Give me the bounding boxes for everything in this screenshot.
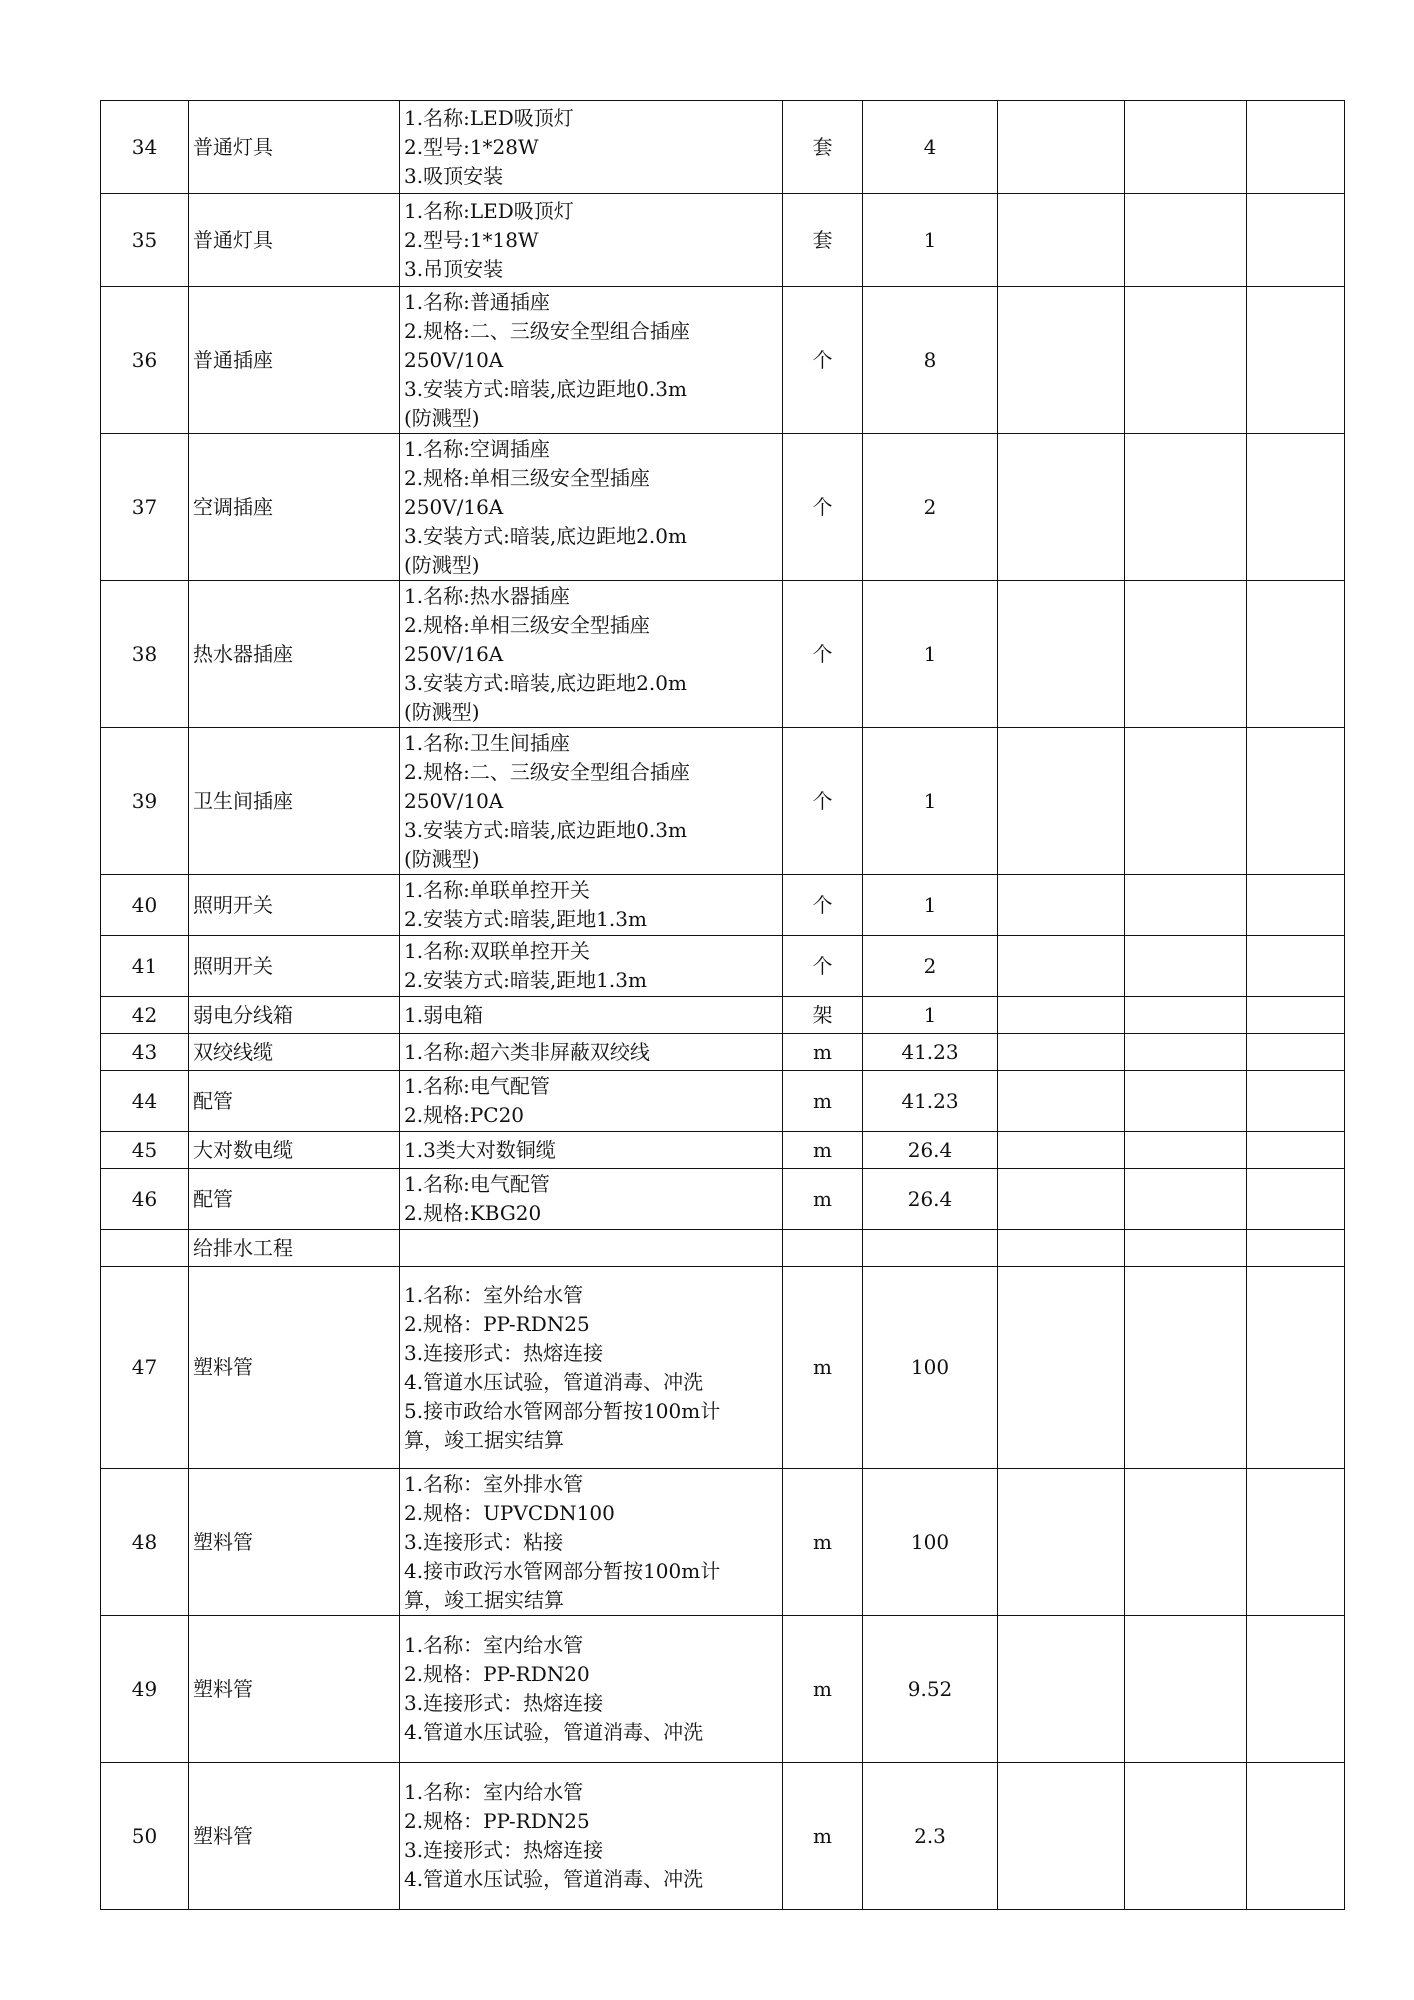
feature-line: 1.名称:超六类非屏蔽双绞线 bbox=[404, 1039, 650, 1064]
feature-line: 3.吸顶安装 bbox=[404, 163, 504, 188]
table-row bbox=[101, 581, 1345, 728]
feature-line: 250V/10A bbox=[404, 347, 504, 372]
quantity-cell: 8 bbox=[863, 287, 998, 434]
feature-line: 1.3类大对数铜缆 bbox=[404, 1137, 556, 1162]
unit-price-cell bbox=[998, 1071, 1125, 1132]
table-row bbox=[101, 101, 1345, 194]
feature-line: 3.连接形式：热熔连接 bbox=[404, 1838, 604, 1862]
unit-price-cell bbox=[998, 1267, 1125, 1469]
item-features-cell bbox=[400, 1267, 783, 1469]
item-name-cell: 配管 bbox=[189, 1071, 400, 1132]
feature-line: 1.名称:空调插座 bbox=[404, 436, 550, 461]
feature-line: 2.规格:PC20 bbox=[404, 1103, 525, 1127]
feature-line: 2.型号:1*28W bbox=[404, 134, 539, 159]
item-features-cell bbox=[400, 1616, 783, 1763]
unit-cell: 套 bbox=[783, 194, 863, 287]
feature-line: 3.安装方式:暗装,底边距地2.0m bbox=[404, 523, 687, 548]
item-number-cell: 39 bbox=[101, 728, 189, 875]
table-row bbox=[101, 936, 1345, 997]
item-features-cell bbox=[400, 1034, 783, 1071]
quantity-cell: 1 bbox=[863, 581, 998, 728]
item-features-cell bbox=[400, 1169, 783, 1230]
remark-cell bbox=[1247, 1616, 1345, 1763]
item-name-cell: 塑料管 bbox=[189, 1469, 400, 1616]
feature-line: 3.连接形式：热熔连接 bbox=[404, 1691, 604, 1715]
item-number-cell: 35 bbox=[101, 194, 189, 287]
item-number-cell: 38 bbox=[101, 581, 189, 728]
quantity-cell: 1 bbox=[863, 875, 998, 936]
table-row bbox=[101, 728, 1345, 875]
item-features-cell bbox=[400, 875, 783, 936]
quantity-cell: 1 bbox=[863, 194, 998, 287]
feature-line: 2.安装方式:暗装,距地1.3m bbox=[404, 907, 647, 931]
table-row bbox=[101, 434, 1345, 581]
remark-cell bbox=[1247, 1034, 1345, 1071]
item-number-cell: 40 bbox=[101, 875, 189, 936]
item-name-cell: 空调插座 bbox=[189, 434, 400, 581]
feature-line: 4.管道水压试验，管道消毒、冲洗 bbox=[404, 1720, 704, 1744]
unit-cell: 套 bbox=[783, 101, 863, 194]
quantity-cell: 2 bbox=[863, 434, 998, 581]
quantity-cell: 2.3 bbox=[863, 1763, 998, 1910]
feature-line: 1.名称:普通插座 bbox=[404, 289, 550, 314]
item-name-cell: 卫生间插座 bbox=[189, 728, 400, 875]
unit-cell: m bbox=[783, 1763, 863, 1910]
quantity-cell: 41.23 bbox=[863, 1034, 998, 1071]
feature-line: 1.弱电箱 bbox=[404, 1002, 484, 1027]
feature-line: 2.规格:二、三级安全型组合插座 bbox=[404, 318, 690, 343]
feature-line: 3.安装方式:暗装,底边距地0.3m bbox=[404, 817, 687, 842]
unit-cell: m bbox=[783, 1071, 863, 1132]
quantity-cell: 4 bbox=[863, 101, 998, 194]
feature-line: 1.名称：室内给水管 bbox=[404, 1780, 584, 1804]
item-name-cell: 塑料管 bbox=[189, 1267, 400, 1469]
feature-line: 3.连接形式：热熔连接 bbox=[404, 1340, 604, 1365]
feature-line: 5.接市政给水管网部分暂按100m计 bbox=[404, 1398, 721, 1423]
unit-price-cell bbox=[998, 997, 1125, 1034]
unit-price-cell bbox=[998, 936, 1125, 997]
feature-line: 2.规格：PP-RDN25 bbox=[404, 1311, 590, 1336]
feature-line: 2.规格：PP-RDN20 bbox=[404, 1662, 590, 1686]
feature-line: 2.规格：PP-RDN25 bbox=[404, 1809, 590, 1833]
item-features-cell bbox=[400, 581, 783, 728]
feature-line: 2.安装方式:暗装,距地1.3m bbox=[404, 968, 647, 992]
remark-cell bbox=[1247, 1071, 1345, 1132]
amount-cell bbox=[1125, 936, 1247, 997]
quantity-cell: 100 bbox=[863, 1469, 998, 1616]
remark-cell bbox=[1247, 434, 1345, 581]
unit-price-cell bbox=[998, 194, 1125, 287]
table-row bbox=[101, 1616, 1345, 1763]
unit-cell: 架 bbox=[783, 997, 863, 1034]
unit-cell: 个 bbox=[783, 875, 863, 936]
feature-line: 2.规格:单相三级安全型插座 bbox=[404, 612, 650, 637]
table-row bbox=[101, 1763, 1345, 1910]
feature-line: 1.名称:LED吸顶灯 bbox=[404, 105, 574, 130]
table-row bbox=[101, 1230, 1345, 1267]
feature-line: 1.名称:电气配管 bbox=[404, 1172, 550, 1196]
item-name-cell: 弱电分线箱 bbox=[189, 997, 400, 1034]
feature-line: 1.名称:电气配管 bbox=[404, 1074, 550, 1098]
remark-cell bbox=[1247, 728, 1345, 875]
unit-cell: m bbox=[783, 1267, 863, 1469]
unit-price-cell bbox=[998, 728, 1125, 875]
unit-cell: 个 bbox=[783, 581, 863, 728]
item-number-cell: 37 bbox=[101, 434, 189, 581]
remark-cell bbox=[1247, 875, 1345, 936]
item-number-cell: 48 bbox=[101, 1469, 189, 1616]
quantity-cell: 2 bbox=[863, 936, 998, 997]
item-features-cell bbox=[400, 1132, 783, 1169]
table-body bbox=[101, 101, 1345, 1910]
remark-cell bbox=[1247, 101, 1345, 194]
amount-cell bbox=[1125, 1169, 1247, 1230]
item-number-cell: 44 bbox=[101, 1071, 189, 1132]
table-row bbox=[101, 1071, 1345, 1132]
unit-price-cell bbox=[998, 434, 1125, 581]
amount-cell bbox=[1125, 287, 1247, 434]
item-name-cell: 照明开关 bbox=[189, 936, 400, 997]
unit-price-cell bbox=[998, 1132, 1125, 1169]
remark-cell bbox=[1247, 1267, 1345, 1469]
table-row bbox=[101, 1469, 1345, 1616]
feature-line: 4.管道水压试验，管道消毒、冲洗 bbox=[404, 1867, 704, 1891]
feature-line: (防溅型) bbox=[404, 699, 480, 724]
feature-line: 3.安装方式:暗装,底边距地0.3m bbox=[404, 376, 687, 401]
amount-cell bbox=[1125, 997, 1247, 1034]
feature-line: 3.连接形式：粘接 bbox=[404, 1529, 564, 1554]
quantity-cell: 26.4 bbox=[863, 1132, 998, 1169]
feature-line: 1.名称:单联单控开关 bbox=[404, 878, 590, 902]
amount-cell bbox=[1125, 1230, 1247, 1267]
unit-price-cell bbox=[998, 101, 1125, 194]
item-name-cell: 普通灯具 bbox=[189, 101, 400, 194]
feature-line: 4.管道水压试验，管道消毒、冲洗 bbox=[404, 1369, 704, 1394]
feature-line: (防溅型) bbox=[404, 846, 480, 871]
unit-price-cell bbox=[998, 1034, 1125, 1071]
quantity-cell: 41.23 bbox=[863, 1071, 998, 1132]
item-number-cell: 43 bbox=[101, 1034, 189, 1071]
amount-cell bbox=[1125, 1469, 1247, 1616]
table-row bbox=[101, 1267, 1345, 1469]
unit-price-cell bbox=[998, 581, 1125, 728]
unit-price-cell bbox=[998, 287, 1125, 434]
unit-cell bbox=[783, 1230, 863, 1267]
item-features-cell bbox=[400, 1230, 783, 1267]
unit-cell: 个 bbox=[783, 728, 863, 875]
feature-line: 2.规格:二、三级安全型组合插座 bbox=[404, 759, 690, 784]
amount-cell bbox=[1125, 1034, 1247, 1071]
feature-line: 4.接市政污水管网部分暂按100m计 bbox=[404, 1558, 721, 1583]
remark-cell bbox=[1247, 936, 1345, 997]
remark-cell bbox=[1247, 194, 1345, 287]
item-features-cell bbox=[400, 434, 783, 581]
feature-line: (防溅型) bbox=[404, 405, 480, 430]
amount-cell bbox=[1125, 101, 1247, 194]
amount-cell bbox=[1125, 728, 1247, 875]
item-features-cell bbox=[400, 1071, 783, 1132]
feature-line: 250V/16A bbox=[404, 494, 504, 519]
amount-cell bbox=[1125, 434, 1247, 581]
amount-cell bbox=[1125, 1763, 1247, 1910]
quantity-cell: 26.4 bbox=[863, 1169, 998, 1230]
feature-line: (防溅型) bbox=[404, 552, 480, 577]
item-features-cell bbox=[400, 287, 783, 434]
item-number-cell: 36 bbox=[101, 287, 189, 434]
remark-cell bbox=[1247, 1230, 1345, 1267]
remark-cell bbox=[1247, 1132, 1345, 1169]
item-name-cell: 给排水工程 bbox=[189, 1230, 400, 1267]
item-number-cell: 42 bbox=[101, 997, 189, 1034]
feature-line: 1.名称:LED吸顶灯 bbox=[404, 198, 574, 223]
unit-cell: m bbox=[783, 1616, 863, 1763]
item-name-cell: 塑料管 bbox=[189, 1763, 400, 1910]
amount-cell bbox=[1125, 1071, 1247, 1132]
item-features-cell bbox=[400, 101, 783, 194]
table-row bbox=[101, 287, 1345, 434]
feature-line: 1.名称：室外排水管 bbox=[404, 1471, 584, 1496]
remark-cell bbox=[1247, 997, 1345, 1034]
remark-cell bbox=[1247, 1169, 1345, 1230]
unit-price-cell bbox=[998, 1469, 1125, 1616]
feature-line: 2.规格:KBG20 bbox=[404, 1201, 542, 1225]
quantity-cell: 9.52 bbox=[863, 1616, 998, 1763]
quantity-cell: 100 bbox=[863, 1267, 998, 1469]
unit-price-cell bbox=[998, 1763, 1125, 1910]
table-row bbox=[101, 875, 1345, 936]
amount-cell bbox=[1125, 875, 1247, 936]
quantity-cell: 1 bbox=[863, 728, 998, 875]
feature-line: 算，竣工据实结算 bbox=[404, 1587, 564, 1612]
unit-price-cell bbox=[998, 1169, 1125, 1230]
table-row bbox=[101, 997, 1345, 1034]
feature-line: 2.规格：UPVCDN100 bbox=[404, 1500, 615, 1525]
bill-of-quantities-table bbox=[100, 100, 1345, 1910]
feature-line: 2.型号:1*18W bbox=[404, 227, 539, 252]
unit-cell: m bbox=[783, 1034, 863, 1071]
remark-cell bbox=[1247, 1763, 1345, 1910]
remark-cell bbox=[1247, 1469, 1345, 1616]
unit-cell: m bbox=[783, 1132, 863, 1169]
item-number-cell: 47 bbox=[101, 1267, 189, 1469]
feature-line: 1.名称:卫生间插座 bbox=[404, 730, 570, 755]
unit-cell: 个 bbox=[783, 287, 863, 434]
amount-cell bbox=[1125, 1267, 1247, 1469]
feature-line: 2.规格:单相三级安全型插座 bbox=[404, 465, 650, 490]
unit-cell: m bbox=[783, 1169, 863, 1230]
item-number-cell: 46 bbox=[101, 1169, 189, 1230]
item-features-cell bbox=[400, 728, 783, 875]
item-number-cell: 50 bbox=[101, 1763, 189, 1910]
amount-cell bbox=[1125, 194, 1247, 287]
feature-line: 250V/10A bbox=[404, 788, 504, 813]
remark-cell bbox=[1247, 581, 1345, 728]
feature-line: 算，竣工据实结算 bbox=[404, 1427, 564, 1452]
unit-price-cell bbox=[998, 1230, 1125, 1267]
unit-cell: 个 bbox=[783, 936, 863, 997]
feature-line: 250V/16A bbox=[404, 641, 504, 666]
item-number-cell bbox=[101, 1230, 189, 1267]
unit-cell: m bbox=[783, 1469, 863, 1616]
item-number-cell: 41 bbox=[101, 936, 189, 997]
unit-price-cell bbox=[998, 1616, 1125, 1763]
feature-line: 3.安装方式:暗装,底边距地2.0m bbox=[404, 670, 687, 695]
item-features-cell bbox=[400, 936, 783, 997]
item-features-cell bbox=[400, 194, 783, 287]
amount-cell bbox=[1125, 1132, 1247, 1169]
amount-cell bbox=[1125, 1616, 1247, 1763]
item-features-cell bbox=[400, 1763, 783, 1910]
table-row bbox=[101, 1132, 1345, 1169]
unit-price-cell bbox=[998, 875, 1125, 936]
item-features-cell bbox=[400, 997, 783, 1034]
feature-line: 1.名称：室内给水管 bbox=[404, 1633, 584, 1657]
item-name-cell: 普通插座 bbox=[189, 287, 400, 434]
amount-cell bbox=[1125, 581, 1247, 728]
item-name-cell: 大对数电缆 bbox=[189, 1132, 400, 1169]
feature-line: 1.名称:热水器插座 bbox=[404, 583, 570, 608]
item-name-cell: 照明开关 bbox=[189, 875, 400, 936]
quantity-cell: 1 bbox=[863, 997, 998, 1034]
table-row bbox=[101, 194, 1345, 287]
item-number-cell: 34 bbox=[101, 101, 189, 194]
item-name-cell: 热水器插座 bbox=[189, 581, 400, 728]
feature-line: 3.吊顶安装 bbox=[404, 256, 504, 281]
unit-cell: 个 bbox=[783, 434, 863, 581]
item-number-cell: 49 bbox=[101, 1616, 189, 1763]
feature-line: 1.名称：室外给水管 bbox=[404, 1282, 584, 1307]
remark-cell bbox=[1247, 287, 1345, 434]
item-name-cell: 配管 bbox=[189, 1169, 400, 1230]
table-row bbox=[101, 1034, 1345, 1071]
item-name-cell: 塑料管 bbox=[189, 1616, 400, 1763]
item-features-cell bbox=[400, 1469, 783, 1616]
feature-line: 1.名称:双联单控开关 bbox=[404, 939, 590, 963]
item-name-cell: 普通灯具 bbox=[189, 194, 400, 287]
item-name-cell: 双绞线缆 bbox=[189, 1034, 400, 1071]
quantity-cell bbox=[863, 1230, 998, 1267]
item-number-cell: 45 bbox=[101, 1132, 189, 1169]
table-row bbox=[101, 1169, 1345, 1230]
